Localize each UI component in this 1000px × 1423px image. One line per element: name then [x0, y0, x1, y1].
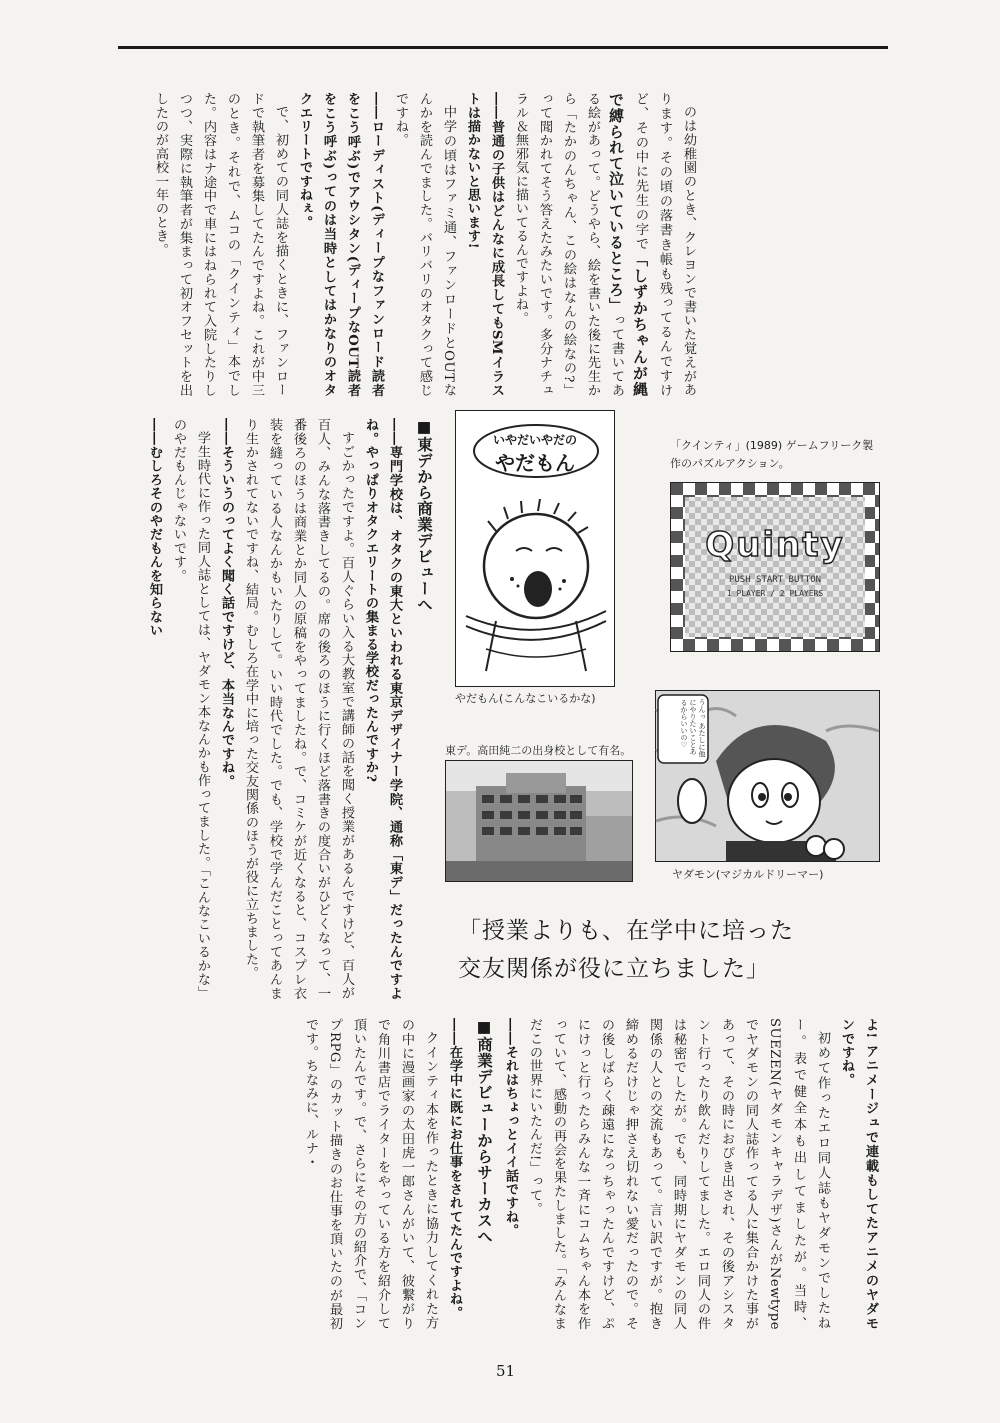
answer-paragraph: のは幼稚園のとき、クレヨンで書いた覚えがあります。その頃の落書き帳も残ってるんですけど、その中に先生の字で「しずかちゃんが縄で縛られて泣いているところ」って書いてある絵があって。どうやら、絵を書いた後に先生から「たかのんちゃん、この絵はなんの絵なの?」って聞かれてそう答えたみたいです。多分ナチュラル＆無邪気に描いてるんですよね。: [513, 92, 696, 398]
question-paragraph: よ! アニメージュで連載もしてたアニメのヤダモンですね。: [839, 1018, 878, 1330]
article-block-top: [153, 92, 700, 398]
yadamon-comic-title: いやだいやだの: [492, 433, 577, 447]
building-photo: [445, 760, 633, 882]
pull-quote: [458, 912, 858, 988]
section-heading: ■東デから商業デビューへ: [415, 418, 433, 613]
question-paragraph: ――普通の子供はどんなに成長してもSMイラストは描かないと思います!: [465, 92, 504, 397]
question-paragraph: ――在学中に既にお仕事をされてたんですよね。: [447, 1018, 462, 1320]
answer-paragraph: すごかったですよ。百人ぐらい入る大教室で講師の話を聞く授業があるんですけど、百人が百人、みんな落書きしてるの。席の後ろのほうに行くほど落書きの度合いがひどくなって、一番後ろのほうは商業とか同人の原稿をやってましたね。で、コミケが近くなると、コスプレ衣装を縫っている人なんかもいたりして。いい時代でした。でも、学校で学んだことってあんまり生かされてないですね、結局。むしろ在学中に培った交友関係のほうが役に立ちました。: [243, 418, 354, 1000]
question-paragraph: ――むしろそのやだもんを知らない: [147, 418, 162, 638]
question-paragraph: ――それはちょっとイイ話ですね。: [503, 1018, 518, 1238]
article-block-bottom: [140, 1018, 882, 1330]
article-block-middle: [98, 418, 438, 1000]
yadamon-comic-panel: [455, 410, 615, 687]
quinty-caption: 「クインティ」(1989) ゲームフリーク製作のパズルアクション。: [670, 439, 874, 470]
quinty-logo: Quinty: [705, 525, 845, 565]
pull-quote-line-1: 「授業よりも、在学中に培った: [458, 918, 794, 944]
question-paragraph: ――専門学校は、オタクの東大といわれる東京デザイナー学院、通称「東デ」だったんですよね。やっぱりオタクエリートの集まる学校だったんですか?: [363, 418, 402, 1000]
answer-paragraph: 中学の頃はファミ通、ファンロードとOUTなんかを読んでました。バリバリのオタクって感じですね。: [393, 92, 456, 397]
quinty-players: 1 PLAYER / 2 PLAYERS: [726, 589, 824, 598]
yadamon-comic-title-main: やだもん: [495, 451, 575, 475]
answer-paragraph: で、初めての同人誌を描くときに、ファンロードで執筆者を募集してたんですよね。これが中三のとき。それで、ムコの「クインティ」本でした。内容はナ途中で車にはねられて入院したりしつつ、実際に執筆者が集まって初オフセットを出したのが高校一年のとき。: [153, 92, 288, 397]
quinty-push-start: PUSH START BUTTON: [728, 575, 822, 585]
section-heading: ■商業デビューからサーカスへ: [475, 1018, 493, 1245]
quinty-screen-image: [671, 483, 879, 651]
yadamon-magical-caption: ヤダモン(マジカルドリーマー): [672, 868, 824, 881]
answer-paragraph: 学生時代に作った同人誌としては、ヤダモン本なんかも作ってました。「こんなこいるかな」のやだもんじゃないです。: [171, 418, 210, 1000]
top-rule: [118, 46, 888, 49]
building-photo-image: [446, 761, 632, 881]
question-paragraph: ――そういうのってよく聞く話ですけど、本当なんですね。: [219, 418, 234, 788]
answer-paragraph: 初めて作ったエロ同人誌もヤダモンでしたねー。表で健全本も出してましたが。当時、SUEZEN(ヤダモンキャラデザ)さんがNewtypeでヤダモンの同人誌作ってる人に集合かけた事があって、その時におぴき出され、その後アシスタント行ったり飲んだりしてました。エロ同人の件は秘密でしたが。でも、同時期にヤダモンの同人関係の人との交流もあって。言い訳ですが。抱き締めるだけじゃ押さえ切れない愛だったので。その後しばらく疎遠になっちゃったんですけど、ぷにけっと行ったらみんな一斉にコムちゃん本を作っていて、感動の再会を果たしました。「みんなまだこの世界にいたんだ!」って。: [527, 1018, 830, 1330]
yadamon-comic-caption: やだもん(こんなこいるかな): [455, 692, 596, 705]
pull-quote-line-2: 交友関係が役に立ちました」: [458, 956, 770, 982]
question-paragraph: ――ローディスト(ディープなファンロード読者をこう呼ぶ)でアウシタン(ディープなOUT読者をこう呼ぶ)ってのは当時としてはかなりのオタクエリートですねぇ。: [297, 92, 384, 397]
yadamon-speech-bubble: うんっ あたしに他にやりたいことあるからいいの♡: [680, 699, 706, 758]
page-number: 51: [496, 1362, 516, 1380]
quinty-screenshot: [670, 482, 880, 652]
building-caption: 東デ。高田純二の出身校として有名。: [445, 744, 632, 757]
yadamon-magical-panel: [655, 690, 880, 862]
answer-paragraph: クインティ本を作ったときに協力してくれた方の中に漫画家の太田虎一郎さんがいて、彼繋がりで角川書店でライターをやっている方を紹介して頂いたんです。で、さらにその方の紹介で、「コンプRPG」のカット描きのお仕事を頂いたのが最初です。ちなみに、ルナ・: [303, 1018, 438, 1330]
